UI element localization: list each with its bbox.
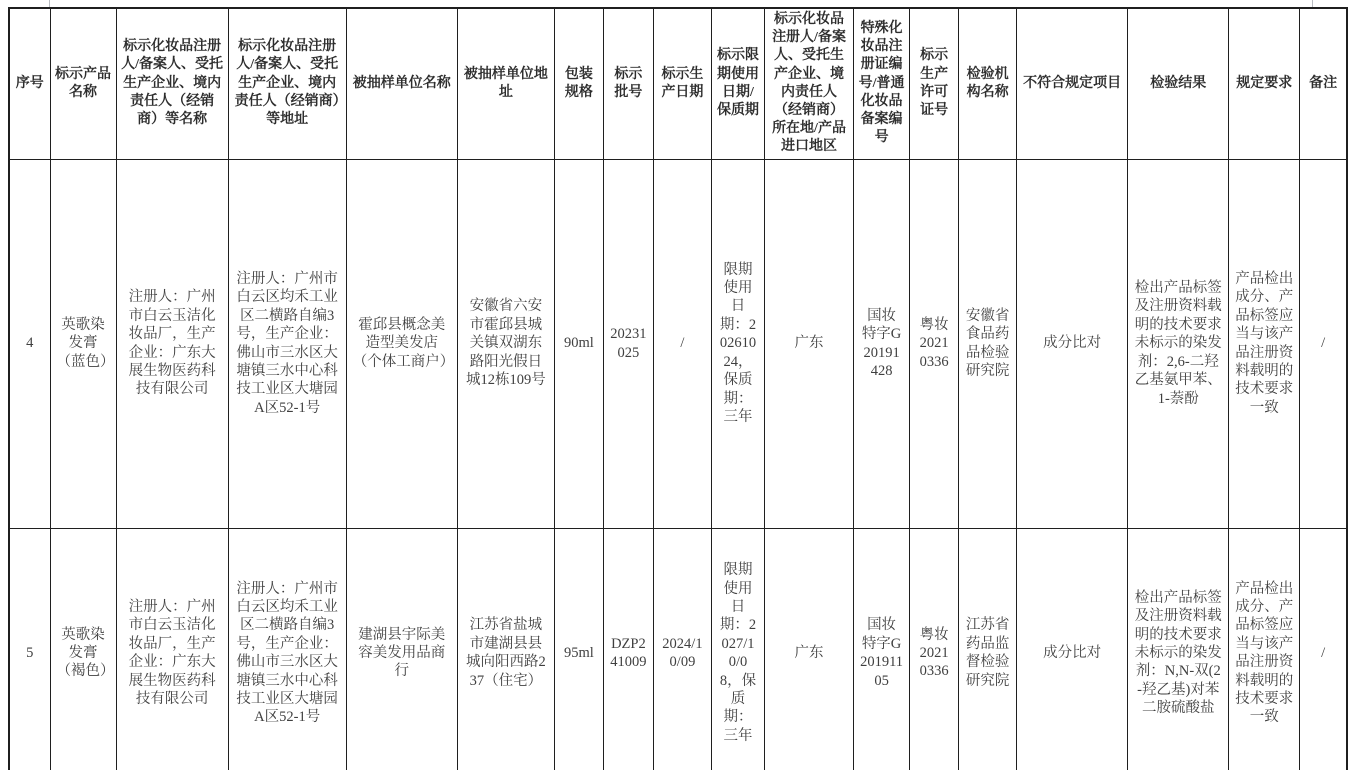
- cell-remarks: /: [1300, 528, 1347, 770]
- cell-registration-number: 国妆特字G20191105: [854, 528, 910, 770]
- column-header-production-date: 标示生产日期: [653, 8, 711, 159]
- column-header-remarks: 备注: [1300, 8, 1347, 159]
- cell-sampled-unit-address: 江苏省盐城市建湖县县城向阳西路237（住宅）: [457, 528, 554, 770]
- header-row: [9, 8, 1347, 159]
- column-header-inspection-agency: 检验机构名称: [959, 8, 1017, 159]
- cell-production-license-number: 粤妆20210336: [910, 528, 959, 770]
- cell-serial-number: 4: [9, 159, 50, 528]
- cell-requirement: 产品检出成分、产品标签应当与该产品注册资料载明的技术要求一致: [1229, 159, 1300, 528]
- cell-registrant-address: 注册人：广州市白云区均禾工业区二横路自编3号，生产企业：佛山市三水区大塘镇三水中心科技工业区大塘园A区52-1号: [228, 159, 346, 528]
- column-header-requirement: 规定要求: [1229, 8, 1300, 159]
- column-header-registrant-address: 标示化妆品注册人/备案人、受托生产企业、境内责任人（经销商）等地址: [228, 8, 346, 159]
- column-header-serial-number: 序号: [9, 8, 50, 159]
- cell-inspection-agency: 安徽省食品药品检验研究院: [959, 159, 1017, 528]
- column-header-nonconforming-item: 不符合规定项目: [1017, 8, 1128, 159]
- cell-product-name: 英歌染发膏（蓝色）: [50, 159, 116, 528]
- column-header-inspection-result: 检验结果: [1128, 8, 1229, 159]
- cell-inspection-result: 检出产品标签及注册资料载明的技术要求未标示的染发剂：N,N-双(2-羟乙基)对苯二胺硫酸盐: [1128, 528, 1229, 770]
- table-row: [9, 159, 1347, 528]
- cell-nonconforming-item: 成分比对: [1017, 528, 1128, 770]
- column-header-registration-number: 特殊化妆品注册证编号/普通化妆品备案编号: [854, 8, 910, 159]
- column-header-expiry-shelf-life: 标示限期使用日期/保质期: [711, 8, 764, 159]
- cell-registrant-location: 广东: [764, 159, 853, 528]
- cell-registrant-name: 注册人：广州市白云玉洁化妆品厂，生产企业：广东大展生物医药科技有限公司: [116, 528, 228, 770]
- cell-registrant-name: 注册人：广州市白云玉洁化妆品厂，生产企业：广东大展生物医药科技有限公司: [116, 159, 228, 528]
- column-header-batch-number: 标示批号: [603, 8, 653, 159]
- cosmetics-sampling-inspection-table: [8, 7, 1348, 770]
- cell-sampled-unit-name: 霍邱县概念美造型美发店（个体工商户）: [346, 159, 457, 528]
- cell-expiry-shelf-life: 限期使用日期：20261024，保质期：三年: [711, 159, 764, 528]
- table-row: [9, 528, 1347, 770]
- column-header-product-name: 标示产品名称: [50, 8, 116, 159]
- cell-production-date: /: [653, 159, 711, 528]
- cell-serial-number: 5: [9, 528, 50, 770]
- cell-sampled-unit-address: 安徽省六安市霍邱县城关镇双湖东路阳光假日城12栋109号: [457, 159, 554, 528]
- column-header-sampled-unit-address: 被抽样单位地址: [457, 8, 554, 159]
- column-header-packaging-spec: 包装规格: [554, 8, 603, 159]
- cell-inspection-agency: 江苏省药品监督检验研究院: [959, 528, 1017, 770]
- cell-packaging-spec: 90ml: [554, 159, 603, 528]
- cell-inspection-result: 检出产品标签及注册资料载明的技术要求未标示的染发剂：2,6-二羟乙基氨甲苯、1-萘酚: [1128, 159, 1229, 528]
- cell-registrant-location: 广东: [764, 528, 853, 770]
- column-header-registrant-location: 标示化妆品注册人/备案人、受托生产企业、境内责任人（经销商）所在地/产品进口地区: [764, 8, 853, 159]
- column-header-production-license-number: 标示生产许可证号: [910, 8, 959, 159]
- cell-expiry-shelf-life: 限期使用日期：2027/10/08，保质期：三年: [711, 528, 764, 770]
- cell-nonconforming-item: 成分比对: [1017, 159, 1128, 528]
- cell-production-date: 2024/10/09: [653, 528, 711, 770]
- cell-batch-number: DZP241009: [603, 528, 653, 770]
- cell-requirement: 产品检出成分、产品标签应当与该产品注册资料载明的技术要求一致: [1229, 528, 1300, 770]
- column-header-registrant-name: 标示化妆品注册人/备案人、受托生产企业、境内责任人（经销商）等名称: [116, 8, 228, 159]
- cell-production-license-number: 粤妆20210336: [910, 159, 959, 528]
- cell-packaging-spec: 95ml: [554, 528, 603, 770]
- cell-batch-number: 20231025: [603, 159, 653, 528]
- cell-registration-number: 国妆特字G20191428: [854, 159, 910, 528]
- column-header-sampled-unit-name: 被抽样单位名称: [346, 8, 457, 159]
- cell-product-name: 英歌染发膏（褐色）: [50, 528, 116, 770]
- cell-registrant-address: 注册人：广州市白云区均禾工业区二横路自编3号，生产企业：佛山市三水区大塘镇三水中心科技工业区大塘园A区52-1号: [228, 528, 346, 770]
- cell-remarks: /: [1300, 159, 1347, 528]
- cell-sampled-unit-name: 建湖县宇际美容美发用品商行: [346, 528, 457, 770]
